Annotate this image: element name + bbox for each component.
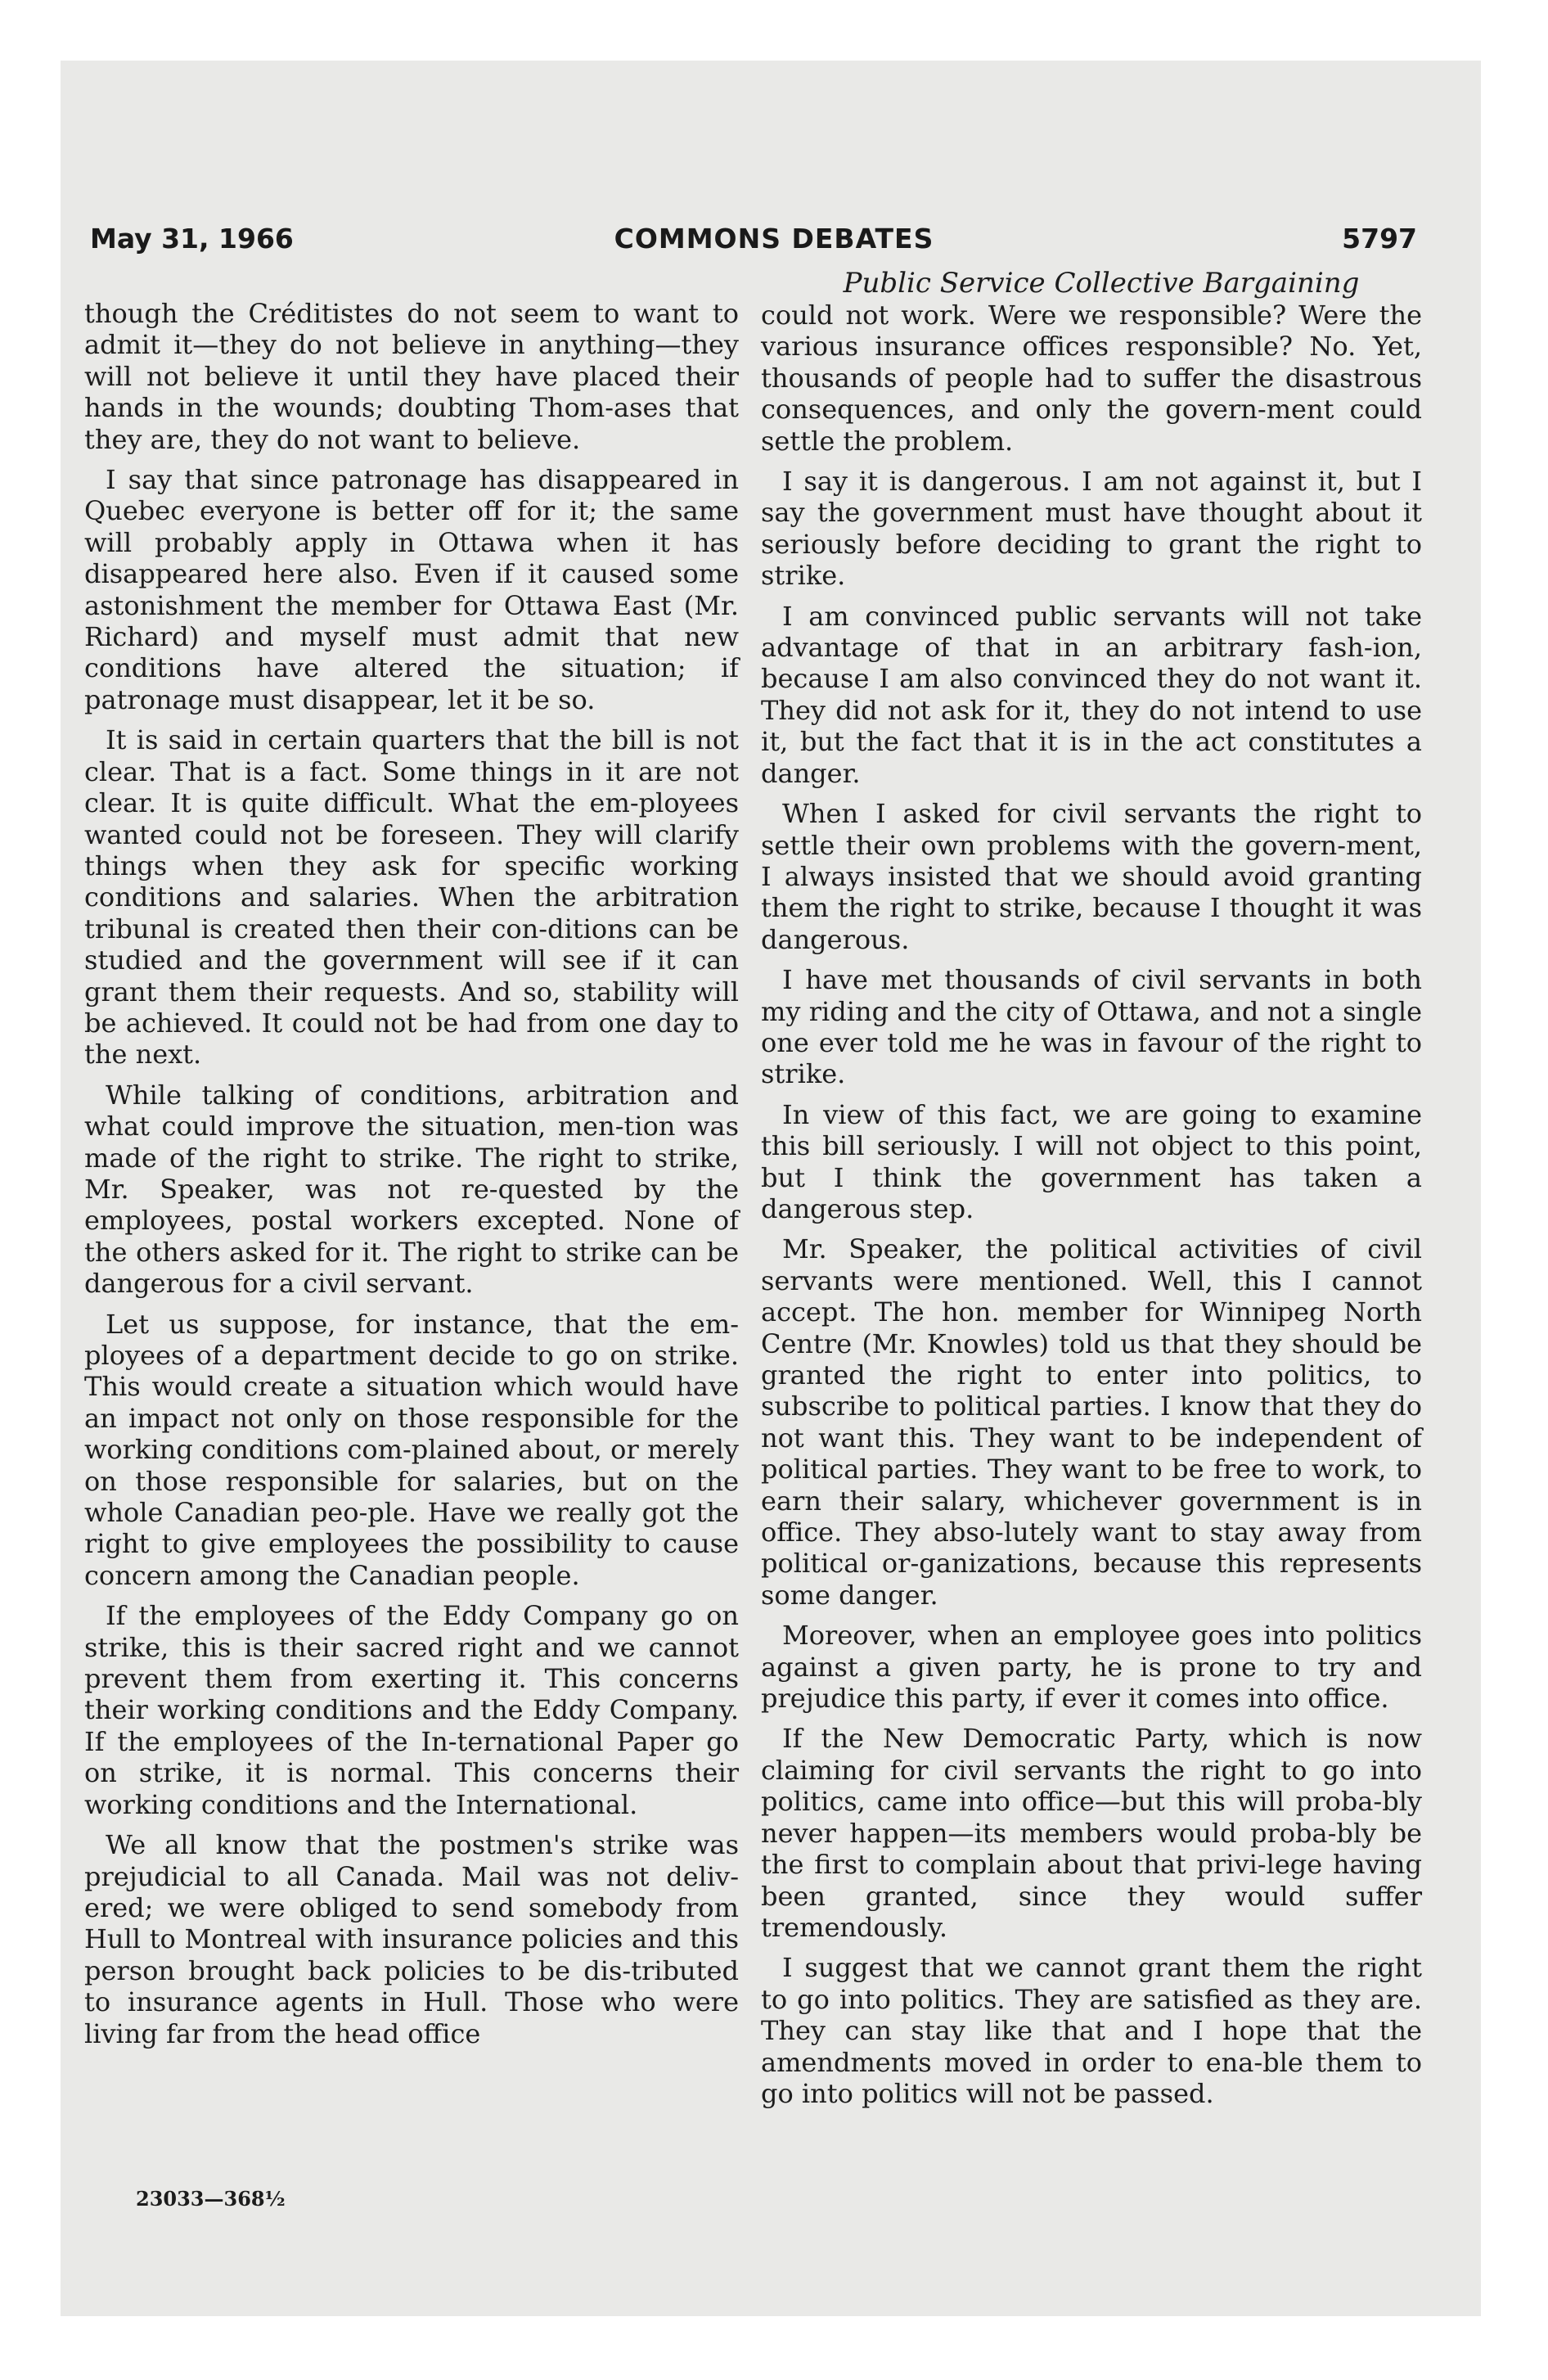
header-page-number: 5797 (1342, 223, 1417, 255)
paragraph: If the employees of the Eddy Company go on strike, this is their sacred right and we cannot prevent them from exerting it. This concerns their working conditions and the Eddy Company. If the employees of the In-ternational Paper go on strike, it is normal. This concerns their working conditions and the International. (84, 1600, 739, 1820)
paragraph: Let us suppose, for instance, that the em-ployees of a department decide to go on strike. This would create a situation which would have an impact not only on those responsible for the working conditions com-plained about, or merely on those responsible for salaries, but on the whole Canadian peo-ple. Have we really got the right to give employees the possibility to cause concern among the Canadian people. (84, 1308, 739, 1591)
header-publication: COMMONS DEBATES (614, 223, 934, 255)
footnote-code: 23033—368½ (136, 2187, 286, 2211)
paragraph: In view of this fact, we are going to examine this bill seriously. I will not object to this point, but I think the government has taken a dangerous step. (761, 1098, 1422, 1224)
paragraph: If the New Democratic Party, which is now claiming for civil servants the right to go into politics, came into office—but this will proba-bly never happen—its members would proba-bly be the first to complain about that privi-lege having been granted, since they would suffer tremendously. (761, 1723, 1422, 1943)
paragraph: I suggest that we cannot grant them the right to go into politics. They are satisfied as they are. They can stay like that and I hope that the amendments moved in order to ena-ble them to go into politics will not be passed. (761, 1952, 1422, 2109)
paragraph: Moreover, when an employee goes into politics against a given party, he is prone to try and prejudice this party, if ever it comes into office. (761, 1620, 1422, 1715)
section-heading: Public Service Collective Bargaining (843, 267, 1360, 300)
paragraph: Mr. Speaker, the political activities of civil servants were mentioned. Well, this I cannot accept. The hon. member for Winnipeg North Centre (Mr. Knowles) told us that they should be granted the right to enter into politics, to subscribe to political parties. I know that they do not want this. They want to be independent of political parties. They want to be free to work, to earn their salary, whichever government is in office. They abso-lutely want to stay away from political or-ganizations, because this represents some danger. (761, 1233, 1422, 1611)
right-column (761, 300, 1422, 2118)
paragraph: I have met thousands of civil servants in both my riding and the city of Ottawa, and not a single one ever told me he was in favour of the right to strike. (761, 964, 1422, 1090)
paragraph: I say that since patronage has disappeared in Quebec everyone is better off for it; the same will probably apply in Ottawa when it has disappeared here also. Even if it caused some astonishment the member for Ottawa East (Mr. Richard) and myself must admit that new conditions have altered the situation; if patronage must disappear, let it be so. (84, 464, 739, 715)
paragraph: I am convinced public servants will not take advantage of that in an arbitrary fash-ion, because I am also convinced they do not want it. They did not ask for it, they do not intend to use it, but the fact that it is in the act constitutes a danger. (761, 600, 1422, 789)
header-date: May 31, 1966 (90, 223, 294, 255)
left-column (84, 298, 739, 2058)
paragraph: could not work. Were we responsible? Were the various insurance offices responsible? No. Yet, thousands of people had to suffer the disastrous consequences, and only the govern-ment could settle the problem. (761, 300, 1422, 457)
paragraph: While talking of conditions, arbitration and what could improve the situation, men-tion was made of the right to strike. The right to strike, Mr. Speaker, was not re-quested by the employees, postal workers excepted. None of the others asked for it. The right to strike can be dangerous for a civil servant. (84, 1079, 739, 1300)
paragraph: though the Créditistes do not seem to want to admit it—they do not believe in anything—they will not believe it until they have placed their hands in the wounds; doubting Thom-ases that they are, they do not want to believe. (84, 298, 739, 455)
paragraph: We all know that the postmen's strike was prejudicial to all Canada. Mail was not deliv-ered; we were obliged to send somebody from Hull to Montreal with insurance policies and this person brought back policies to be dis-tributed to insurance agents in Hull. Those who were living far from the head office (84, 1829, 739, 2049)
paragraph: It is said in certain quarters that the bill is not clear. That is a fact. Some things in it are not clear. It is quite difficult. What the em-ployees wanted could not be foreseen. They will clarify things when they ask for specific working conditions and salaries. When the arbitration tribunal is created then their con-ditions can be studied and the government will see if it can grant them their requests. And so, stability will be achieved. It could not be had from one day to the next. (84, 724, 739, 1071)
paragraph: I say it is dangerous. I am not against it, but I say the government must have thought about it seriously before deciding to grant the right to strike. (761, 466, 1422, 592)
paragraph: When I asked for civil servants the right to settle their own problems with the govern-ment, I always insisted that we should avoid granting them the right to strike, because I thought it was dangerous. (761, 798, 1422, 955)
